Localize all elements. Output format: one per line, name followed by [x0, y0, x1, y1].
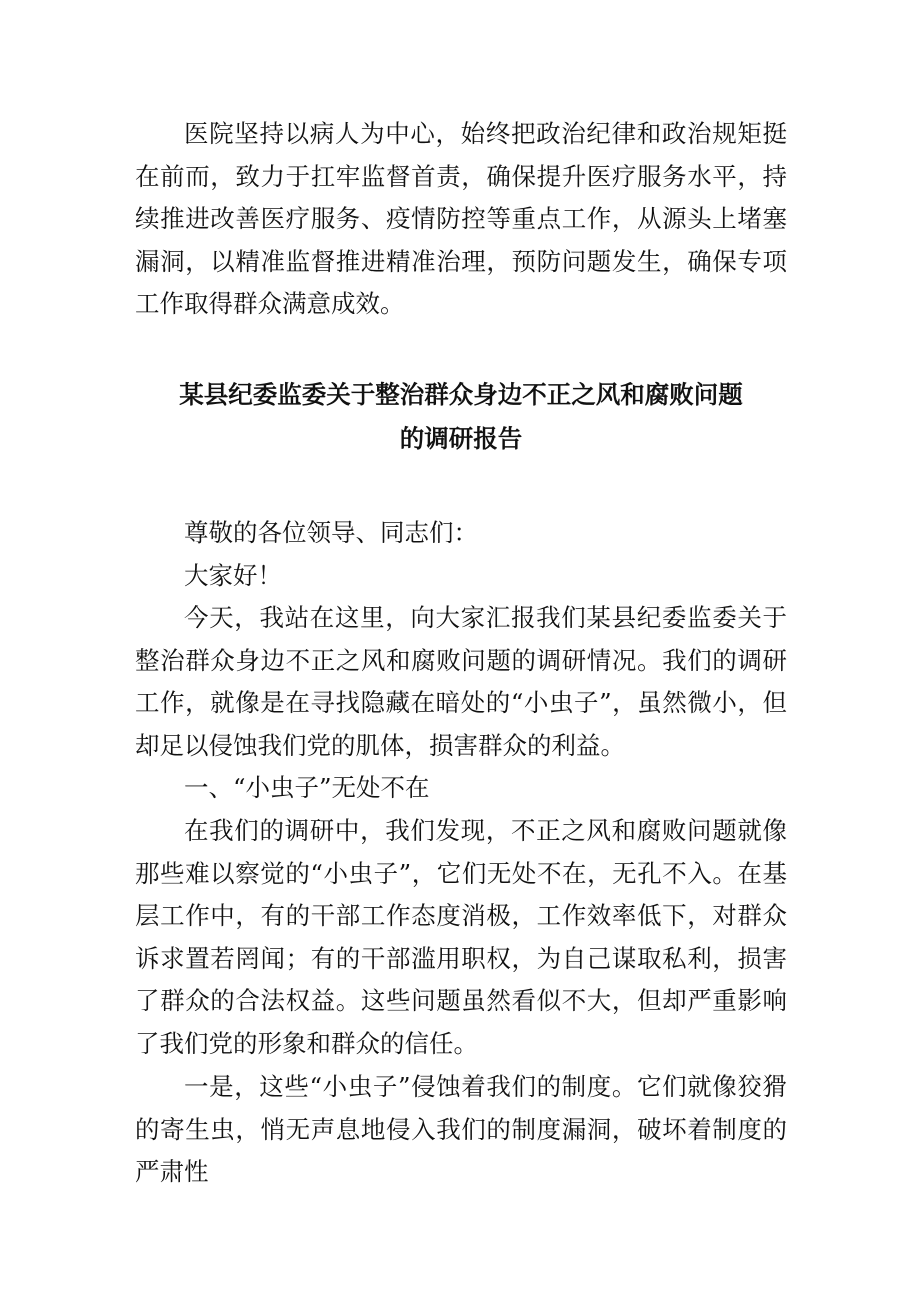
hello-line: 大家好！	[184, 561, 282, 590]
body-paragraph-1: 今天，我站在这里，向大家汇报我们某县纪委监委关于整治群众身边不正之风和腐败问题的调研情况。我们的调研工作，就像是在寻找隐藏在暗处的“小虫子”，虽然微小，但却足以侵蚀我们党的肌体，损害群众的利益。	[135, 603, 787, 760]
section-heading-1: 一、“小虫子”无处不在	[184, 773, 430, 802]
body-paragraph-2: 在我们的调研中，我们发现，不正之风和腐败问题就像那些难以察觉的“小虫子”，它们无处不在，无孔不入。在基层工作中，有的干部工作态度消极，工作效率低下，对群众诉求置若罔闻；有的干部滥用职权，为自己谋取私利，损害了群众的合法权益。这些问题虽然看似不大，但却严重影响了我们党的形象和群众的信任。	[135, 816, 787, 1058]
intro-paragraph: 医院坚持以病人为中心，始终把政治纪律和政治规矩挺在前而，致力于扛牢监督首责，确保提升医疗服务水平，持续推进改善医疗服务、疫情防控等重点工作，从源头上堵塞漏洞，以精准监督推进精准治理，预防问题发生，确保专项工作取得群众满意成效。	[135, 119, 787, 318]
report-title-line-1: 某县纪委监委关于整治群众身边不正之风和腐败问题	[179, 380, 743, 409]
body-paragraph-3: 一是，这些“小虫子”侵蚀着我们的制度。它们就像狡猾的寄生虫，悄无声息地侵入我们的制度漏洞，破坏着制度的严肃性	[135, 1072, 787, 1186]
report-title-line-2: 的调研报告	[399, 424, 523, 453]
greeting: 尊敬的各位领导、同志们：	[184, 518, 478, 547]
